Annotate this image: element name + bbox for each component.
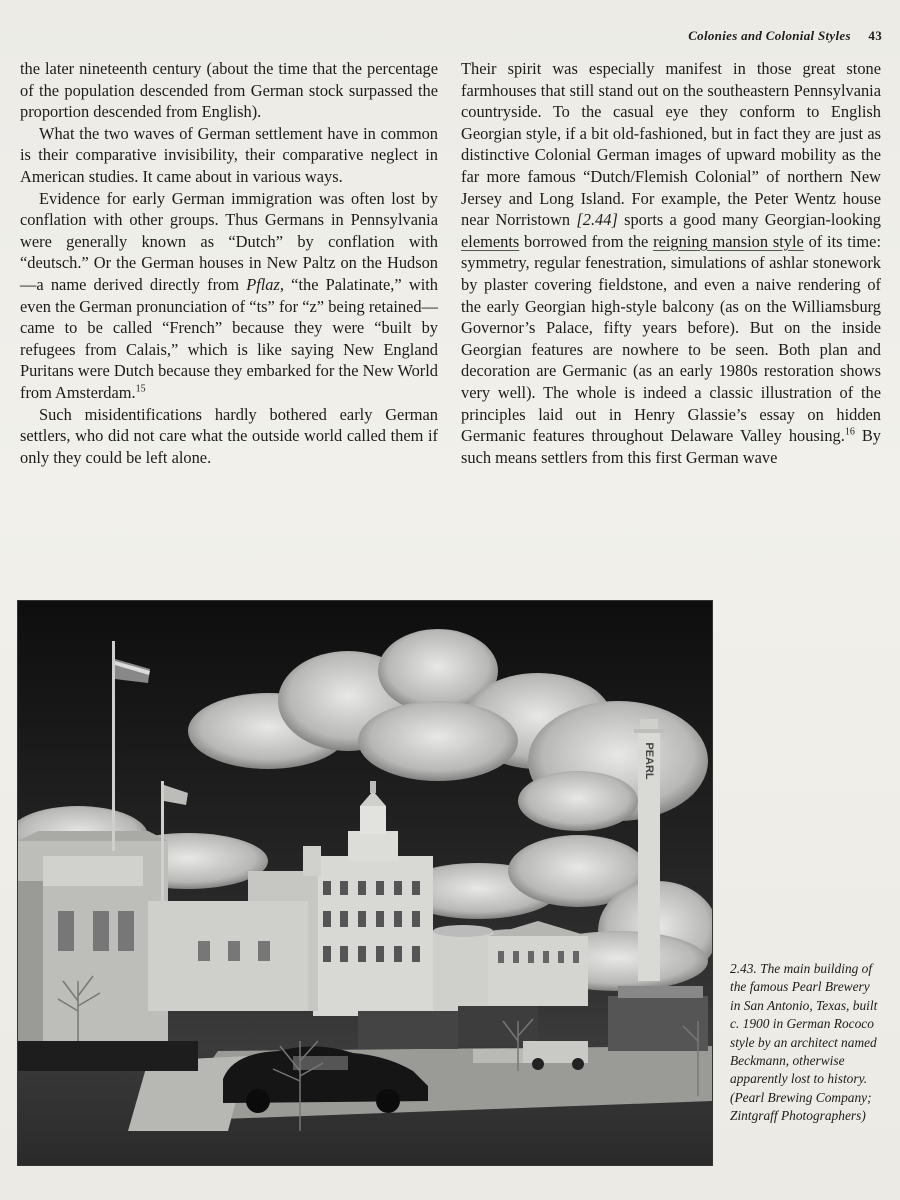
- section-title: Colonies and Colonial Styles: [688, 28, 851, 43]
- hedge: [18, 1041, 198, 1071]
- footnote-ref: 16: [844, 426, 855, 438]
- smokestack: [634, 719, 664, 981]
- photo-illustration: [18, 601, 712, 1165]
- page-number: 43: [868, 28, 882, 43]
- paragraph: Such misidentifications hardly bothered early German settlers, who did not care what the outside world called them if only they could be left alone.: [20, 404, 438, 467]
- tanks-building: [433, 921, 588, 1011]
- figure-ref: [2.44]: [576, 210, 618, 230]
- text-run: “the Palatinate,” with even the German pronunciation of “ts” for “z” being retained—came to be called “French” because they were “built by refugees from Calais,” which is like saying New England Puritans were Dutch because they embarked for the New World from Amsterdam.: [20, 274, 438, 402]
- text-run: of its time: symmetry, regular fenestration, simulations of ashlar stonework by plaster covering fieldstone, and even a naive rendering of the early Georgian high-style balcony (as on the Williamsburg Governor’s Palace, fifty years before). But on the inside Georgian features are nowhere to be seen. Both plan and decoration are Germanic (as an early 1980s restoration shows very well). The whole is indeed a classic illustration of the principles laid out in Henry Glassie’s essay on hidden Germanic features throughout Delaware Valley housing.: [461, 231, 881, 446]
- italic-term: Pflaz,: [246, 274, 284, 294]
- smokestack-lettering: PEARL: [643, 742, 655, 780]
- text-run: Their spirit was especially manifest in those great stone farmhouses that still stand out on the southeastern Pennsylvania countryside. To the casual eye they conform to English Georgian style, if a bit old-fashioned, but in fact they are just as distinctive Colonial German images of upward mobility as the far more famous “Dutch/Flemish Colonial” of northern New Jersey and Long Island. For example, the Peter Wentz house near Norristown: [461, 59, 881, 230]
- text-run: borrowed from the: [519, 231, 654, 251]
- text-run: sports a good many Georgian-looking: [617, 210, 881, 230]
- paragraph: the later nineteenth century (about the time that the percentage of the population descended from German stock surpassed the proportion descended from English).: [20, 59, 438, 122]
- figure-caption: 2.43. The main building of the famous Pearl Brewery in San Antonio, Texas, built c. 1900 in German Rococo style by an architect named Beckmann, otherwise apparently lost to history. (Pearl Brewing Company; Zintgraff Photographers): [730, 961, 878, 1124]
- underlined-text: reigning mansion style: [653, 231, 804, 251]
- footnote-ref: 15: [135, 383, 146, 395]
- paragraph: [20, 188, 438, 404]
- paragraph: [461, 58, 881, 468]
- right-column: [461, 58, 881, 468]
- paragraph: What the two waves of German settlement have in common is their comparative invisibility, their comparative neglect in American studies. It came about in various ways.: [20, 123, 438, 186]
- brewery-photo: [17, 600, 713, 1166]
- text-run: By such means settlers from this first German wave: [461, 426, 881, 467]
- running-head: [688, 28, 882, 44]
- left-column: [20, 58, 438, 468]
- underlined-text: elements: [461, 231, 520, 251]
- text-run: Evidence for early German immigration was often lost by conflation with other groups. Thus Germans in Pennsylvania were generally known as “Dutch” by conflation with “deutsch.” Or the German houses in New Paltz on the Hudson—a name derived directly from: [20, 188, 438, 294]
